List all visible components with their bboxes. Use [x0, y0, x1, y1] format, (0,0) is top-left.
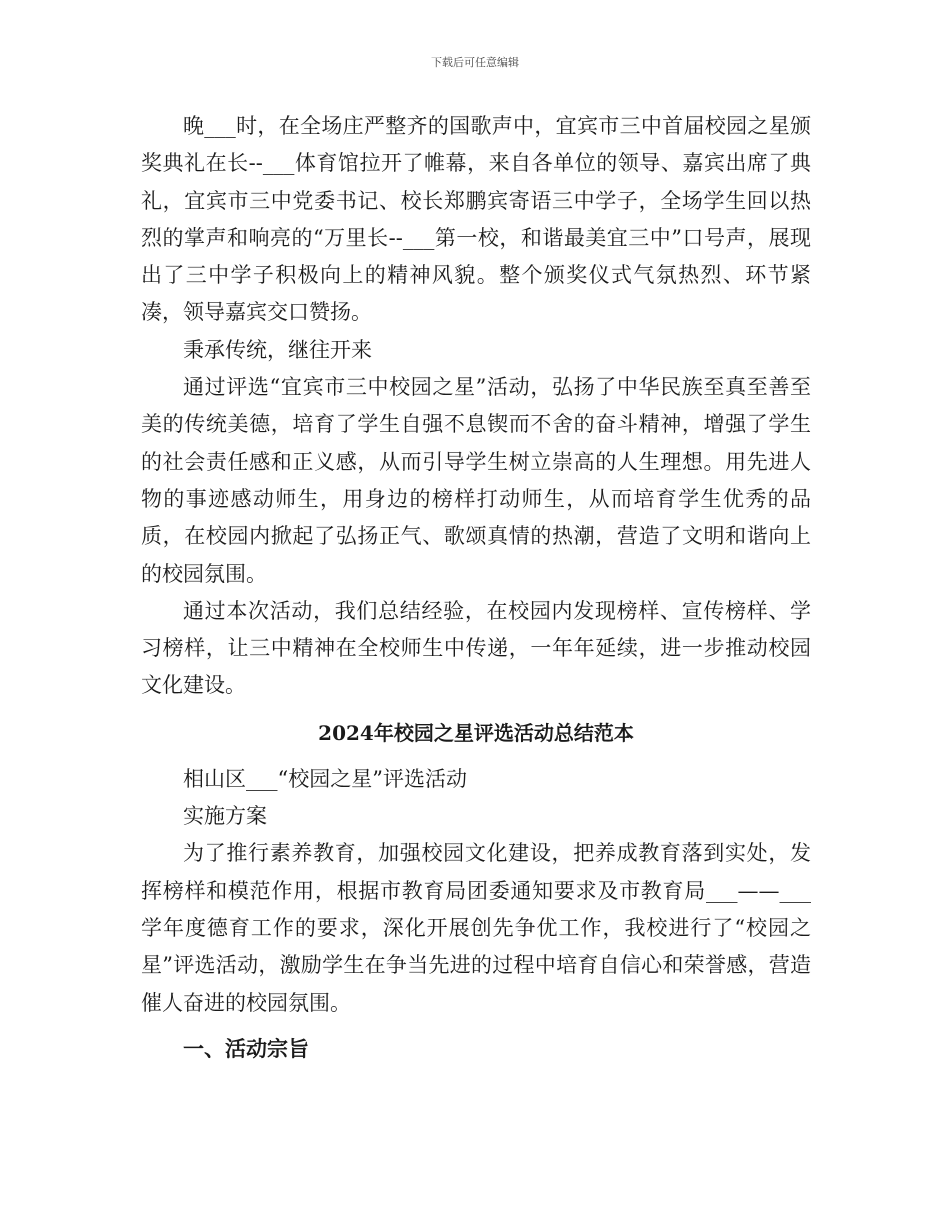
paragraph-plan-intro: 为了推行素养教育，加强校园文化建设，把养成教育落到实处，发挥榜样和模范作用，根据市教育局团委通知要求及市教育局___——___学年度德育工作的要求，深化开展创先争优工作，我校进行了“校园之星”评选活动，激励学生在争当先进的过程中培育自信心和荣誉感，营造催人奋进的校园氛围。	[141, 841, 811, 1015]
paragraph-activity-name: 相山区___“校园之星”评选活动	[183, 766, 467, 791]
paragraph-summary: 通过本次活动，我们总结经验，在校园内发现榜样、宣传榜样、学习榜样，让三中精神在全校师生中传递，一年年延续，进一步推动校园文化建设。	[141, 598, 811, 698]
document-body	[141, 108, 811, 1076]
paragraph-ceremony: 晚___时，在全场庄严整齐的国歌声中，宜宾市三中首届校园之星颁奖典礼在长--___体育馆拉开了帷幕，来自各单位的领导、嘉宾出席了典礼，宜宾市三中党委书记、校长郑鹏宾寄语三中学子，全场学生回以热烈的掌声和响亮的“万里长--___第一校，和谐最美宜三中”口号声，展现出了三中学子积极向上的精神风貌。整个颁奖仪式气氛热烈、环节紧凑，领导嘉宾交口赞扬。	[141, 114, 811, 325]
page-header: 下载后可任意编辑	[431, 56, 519, 69]
section-title: 2024年校园之星评选活动总结范本	[318, 720, 634, 745]
subheading-purpose: 一、活动宗旨	[183, 1035, 309, 1061]
paragraph-activity-effect: 通过评选“宜宾市三中校园之星”活动，弘扬了中华民族至真至善至美的传统美德，培育了学生自强不息锲而不舍的奋斗精神，增强了学生的社会责任感和正义感，从而引导学生树立崇高的人生理想。用先进人物的事迹感动师生，用身边的榜样打动师生，从而培育学生优秀的品质，在校园内掀起了弘扬正气、歌颂真情的热潮，营造了文明和谐向上的校园氛围。	[141, 375, 811, 586]
paragraph-tradition-heading: 秉承传统，继往开来	[183, 337, 372, 362]
paragraph-plan-label: 实施方案	[183, 804, 267, 829]
